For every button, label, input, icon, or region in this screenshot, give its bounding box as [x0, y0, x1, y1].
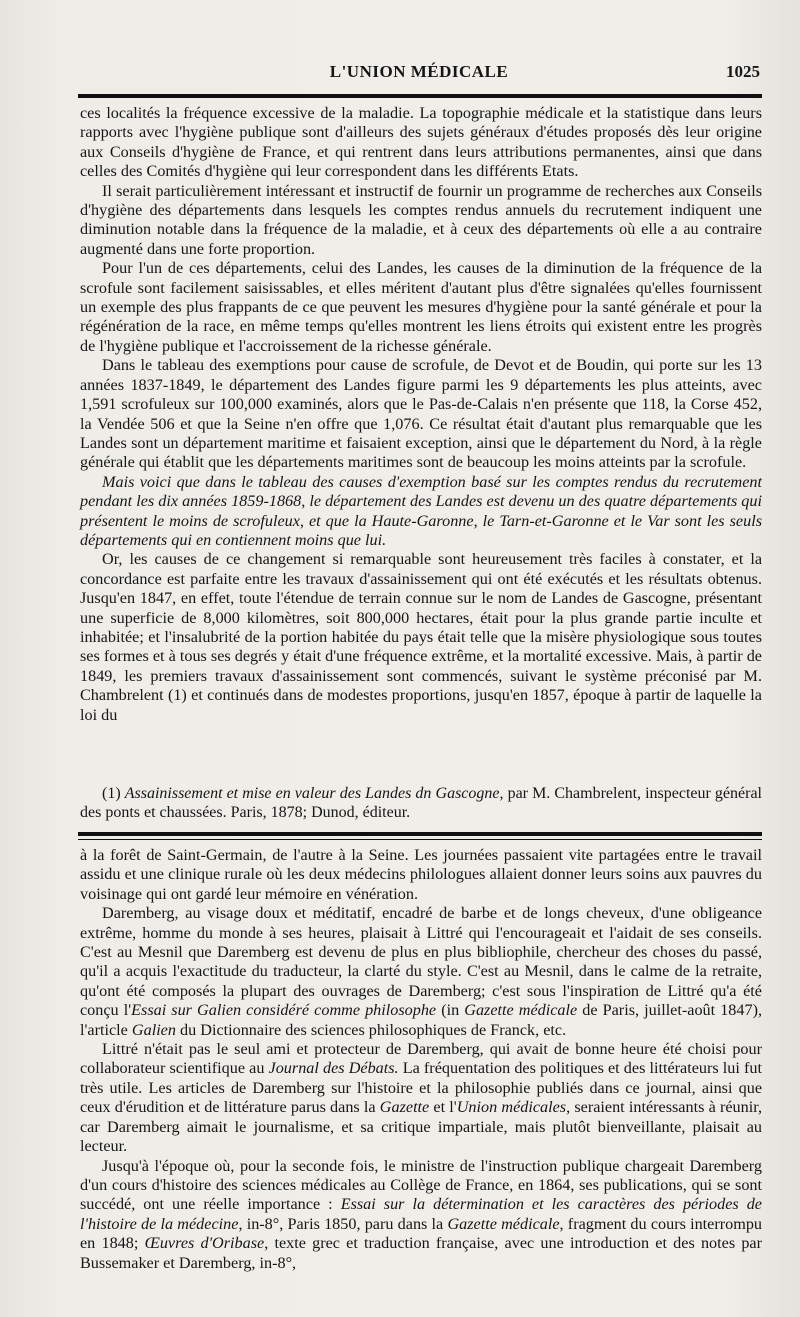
feuilleton-rule-thin [78, 839, 762, 840]
text-run: , fragment du cours interrompu en 1848; [80, 1214, 763, 1253]
article-paragraph-2: Il serait particulièrement intéressant et instructif de fournir un programme de recherches aux Conseils d'hygiène des départements dans lesquels les comptes rendus annuels du recrutement indiquent une diminution notable dans la fréquence de la maladie, et à ceux des départements où elle a au contraire augmenté dans une forte proportion. [80, 181, 762, 258]
text-run: et l' [429, 1098, 457, 1117]
journal-title: L'UNION MÉDICALE [329, 62, 509, 81]
feuilleton-rule-thick [78, 832, 762, 836]
feuilleton-paragraph-1: à la forêt de Saint-Germain, de l'autre à la Seine. Les journées passaient vite partagées entre le travail assidu et une clinique rurale où les deux médecins philologues allaient donner leurs soins aux pauvres du voisinage qui ont gardé leur mémoire en vénération. [80, 846, 762, 903]
footnote [80, 784, 762, 823]
footnote-details: par M. Chambrelent, inspecteur général des ponts et chaussées. Paris, 1878; Dunod, éditeur. [80, 785, 762, 822]
article-paragraph-4: Dans le tableau des exemptions pour cause de scrofule, de Devot et de Boudin, qui porte sur les 13 années 1837-1849, le département des Landes figure parmi les 9 départements les plus atteints, avec 1,591 scrofuleux sur 100,000 examinés, alors que le Pas-de-Calais n'en présente que 118, la Corse 452, la Vendée 506 et que la Seine n'en offre que 1,076. Ce résultat était d'autant plus remarquable que les Landes sont un département maritime et faisaient exception, ainsi que le département du Nord, à la règle générale qui établit que les départements maritimes sont de beaucoup les moins atteints par la scrofule. [80, 356, 762, 472]
text-run: Daremberg, au visage doux et méditatif, encadré de barbe et de longs cheveux, d'une obligeance extrême, homme du monde à ses heures, plaisait à Littré qui l'encourageait et l'aidait de ses conseils. C'est au Mesnil que Daremberg est devenu de plus en plus bibliophile, chercheur des choses du passé, qu'il a acquis l'exactitude du traducteur, la clarté du style. C'est au Mesnil, dans le calme de la retraite, qu'ont été composés la plupart des ouvrages de Daremberg; c'est sous l'inspiration de Littré qu'a été conçu l' [80, 904, 762, 1020]
running-header [78, 62, 760, 90]
text-run: Jusqu'à l'époque où, pour la seconde fois, le ministre de l'instruction publique chargeait Daremberg d'un cours d'histoire des sciences médicales au Collège de France, en 1864, ses publications, qui se sont succédé, ont une réelle importance : [80, 1156, 762, 1214]
text-run: , in-8°, Paris 1850, paru dans la [238, 1214, 448, 1233]
text-run: , seraient intéressants à réunir, car Daremberg aimait le journalisme, et sa critique impartiale, mais plutôt bienveillante, plaisait au lecteur. [80, 1098, 762, 1156]
page-number: 1025 [726, 62, 760, 81]
text-run: du Dictionnaire des sciences philosophiques de Franck, etc. [175, 1020, 567, 1039]
work-title: Gazette médicale [447, 1214, 560, 1233]
feuilleton [80, 846, 762, 1273]
text-run: (in [436, 1001, 465, 1020]
header-rule [78, 94, 762, 98]
work-title: Essai sur Galien considéré comme philosophe [131, 1001, 437, 1020]
work-title: Essai sur la détermination et les caractères des périodes de l'histoire de la médecine [80, 1195, 762, 1233]
article-paragraph-3: Pour l'un de ces départements, celui des Landes, les causes de la diminution de la fréquence de la scrofule sont facilement saisissables, et elles méritent d'autant plus d'être signalées qu'elles fournissent un exemple des plus frappants de ce que peuvent les mesures d'hygiène pour la santé générale et pour la régénération de la race, en même temps qu'elles montrent les liens étroits qui existent entre les progrès de l'hygiène publique et l'accroissement de la richesse générale. [80, 259, 762, 355]
work-title: Journal des Débats. [268, 1059, 399, 1078]
article-paragraph-1: ces localités la fréquence excessive de la maladie. La topographie médicale et la statistique dans leurs rapports avec l'hygiène publique sont d'ailleurs des sujets généraux d'études proposés dès leur origine aux Conseils d'hygiène de France, et qui rentrent dans leurs attributions permanentes, ainsi que dans celles des Comités d'hygiène qui leur correspondent dans les différents Etats. [80, 104, 762, 181]
footnote-text [80, 784, 762, 823]
feuilleton-paragraph-4 [80, 1157, 762, 1273]
feuilleton-paragraph-3 [80, 1040, 762, 1156]
text-run: La fréquentation des politiques et des littérateurs lui fut très utile. Les articles de Daremberg sur l'histoire et la philosophie publiés dans ce journal, ainsi que ceux d'érudition et de littérature parus dans la [80, 1059, 762, 1117]
work-title: Galien [131, 1020, 176, 1039]
article-paragraph-5-italic: Mais voici que dans le tableau des causes d'exemption basé sur les comptes rendus du recrutement pendant les dix années 1859-1868, le département des Landes est devenu un des quatre départements qui présentent le moins de scrofuleux, et que la Haute-Garonne, le Tarn-et-Garonne et le Var sont les seuls départements qui en contiennent moins que lui. [80, 472, 762, 549]
work-title: Gazette [379, 1098, 430, 1117]
work-title: Gazette médicale [464, 1001, 578, 1020]
article-paragraph-6: Or, les causes de ce changement si remarquable sont heureusement très faciles à constater, et la concordance est parfaite entre les travaux d'assainissement qui ont été exécutés et les résultats obtenus. Jusqu'en 1847, en effet, toute l'étendue de terrain connue sur le nom de Landes de Gascogne, présentant une superficie de 8,000 kilomètres, soit 800,000 hectares, était pour la plus grande partie inculte et inhabitée; et l'insalubrité de la portion habitée du pays était telle que la misère physiologique sous toutes ses formes et à tous ses degrés y était d'une fréquence extrême, et la mortalité excessive. Mais, à partir de 1849, les premiers travaux d'assainissement sont commencés, suivant le système préconisé par M. Chambrelent (1) et continués dans de modestes proportions, jusqu'en 1857, époque à partir de laquelle la loi du [80, 550, 762, 724]
work-title: Œuvres d'Oribase [144, 1234, 265, 1253]
top-article [80, 104, 762, 725]
footnote-marker: (1) [102, 785, 121, 802]
work-title: Union médicales [456, 1098, 567, 1117]
feuilleton-paragraph-2 [80, 904, 762, 1040]
footnote-work-title: Assainissement et mise en valeur des Landes dn Gascogne, [124, 785, 504, 802]
text-run: de Paris, juillet-août 1847), l'article [80, 1001, 763, 1039]
text-run: Littré n'était pas le seul ami et protecteur de Daremberg, qui avait de bonne heure été choisi pour collaborateur scientifique au [80, 1040, 762, 1078]
text-run: , texte grec et traduction française, avec une introduction et des notes par Bussemaker et Daremberg, in-8°, [80, 1234, 762, 1272]
